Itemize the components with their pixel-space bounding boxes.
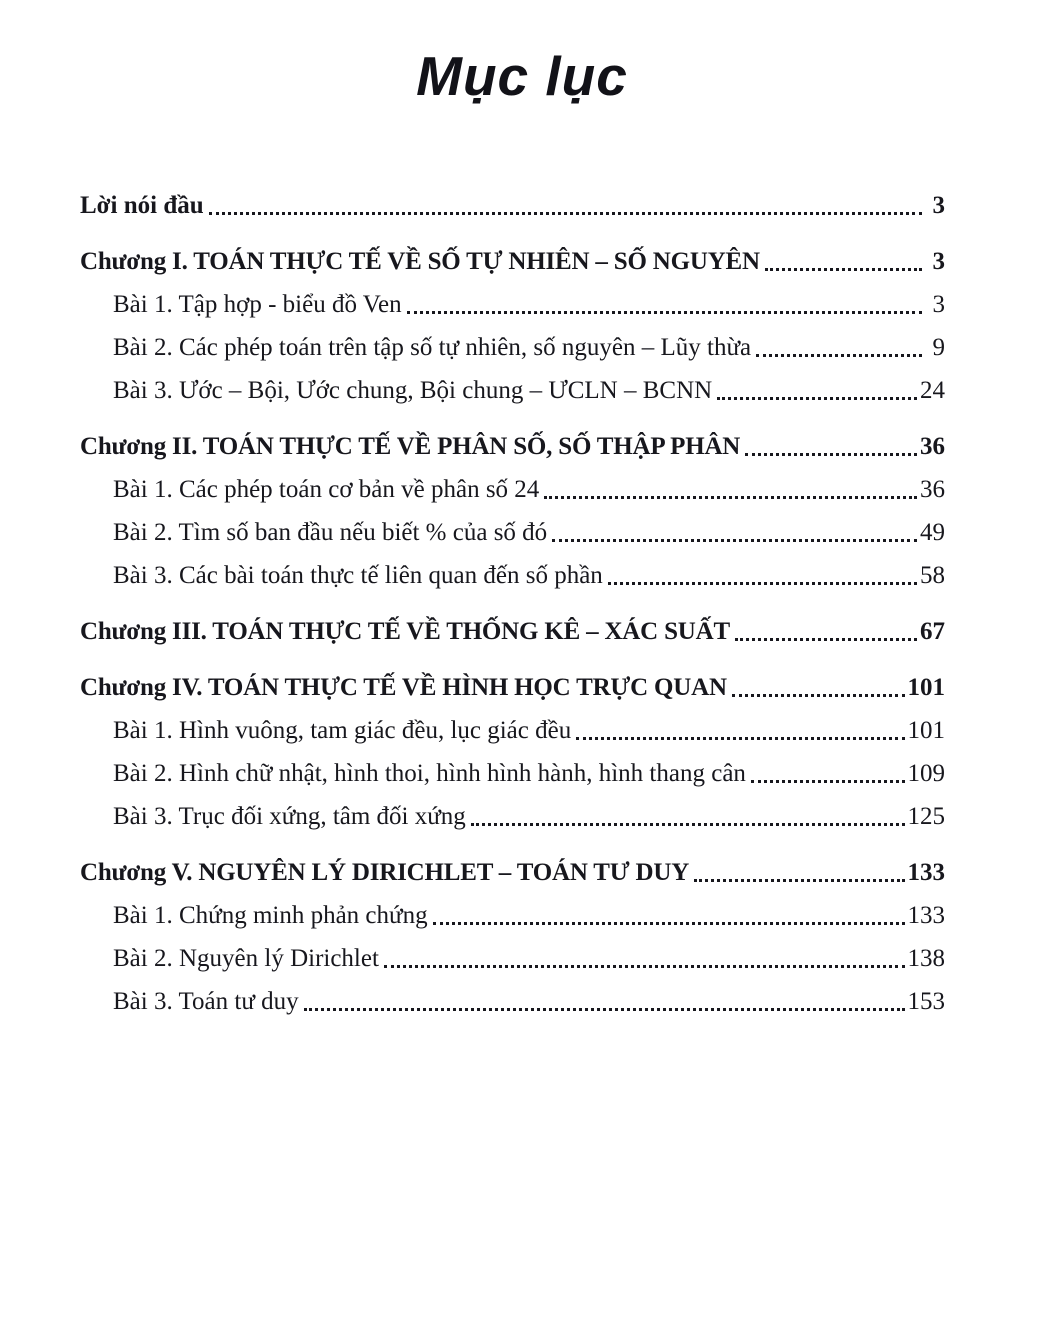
toc-entry-page: 133 — [907, 859, 945, 886]
toc-entry-page: 36 — [920, 476, 945, 503]
toc-entry-page: 67 — [920, 618, 945, 645]
dot-leader — [471, 823, 905, 826]
toc-entry-page: 3 — [932, 192, 945, 219]
toc-entry-label: Bài 1. Các phép toán cơ bản về phân số 24 — [113, 476, 540, 503]
dot-leader — [576, 737, 904, 740]
toc-entry-label: Bài 2. Các phép toán trên tập số tự nhiên, số nguyên – Lũy thừa — [113, 334, 752, 361]
toc-entry-label: Bài 2. Nguyên lý Dirichlet — [113, 945, 379, 972]
dot-leader — [732, 694, 905, 697]
toc-entry-chapter-5 — [80, 847, 945, 890]
dot-leader — [608, 582, 917, 585]
dot-leader — [544, 496, 917, 499]
table-of-contents — [0, 180, 1044, 1019]
toc-entry-label: Chương II. TOÁN THỰC TẾ VỀ PHÂN SỐ, SỐ THẬP PHÂN — [80, 433, 741, 460]
dot-leader — [751, 780, 905, 783]
toc-entry-label: Bài 3. Toán tư duy — [113, 988, 299, 1015]
toc-entry-page: 138 — [907, 945, 945, 972]
toc-entry-page: 49 — [920, 519, 945, 546]
dot-leader — [717, 397, 917, 400]
toc-entry-label: Chương IV. TOÁN THỰC TẾ VỀ HÌNH HỌC TRỰC QUAN — [80, 674, 727, 701]
toc-entry-label: Bài 1. Hình vuông, tam giác đều, lục giác đều — [113, 717, 572, 744]
dot-leader — [384, 965, 905, 968]
toc-entry-lesson — [80, 933, 945, 976]
toc-entry-lesson — [80, 748, 945, 791]
toc-entry-label: Bài 1. Tập hợp - biểu đồ Ven — [113, 291, 402, 318]
dot-leader — [756, 354, 922, 357]
dot-leader — [304, 1008, 905, 1011]
toc-entry-label: Chương I. TOÁN THỰC TẾ VỀ SỐ TỰ NHIÊN – SỐ NGUYÊN — [80, 248, 760, 275]
toc-entry-lesson — [80, 507, 945, 550]
page-title: Mục lục — [416, 45, 628, 107]
toc-entry-label: Chương III. TOÁN THỰC TẾ VỀ THỐNG KÊ – XÁC SUẤT — [80, 618, 730, 645]
toc-entry-lesson — [80, 550, 945, 593]
toc-entry-lesson — [80, 890, 945, 933]
toc-entry-label: Chương V. NGUYÊN LÝ DIRICHLET – TOÁN TƯ DUY — [80, 859, 690, 886]
toc-entry-page: 125 — [907, 803, 945, 830]
toc-entry-label: Lời nói đầu — [80, 192, 204, 219]
toc-entry-page: 3 — [932, 291, 945, 318]
toc-entry-page: 153 — [907, 988, 945, 1015]
toc-entry-page: 9 — [932, 334, 945, 361]
toc-entry-lesson — [80, 464, 945, 507]
dot-leader — [433, 922, 905, 925]
toc-entry-chapter-1 — [80, 236, 945, 279]
toc-entry-lesson — [80, 322, 945, 365]
toc-entry-chapter-2 — [80, 421, 945, 464]
toc-entry-lesson — [80, 279, 945, 322]
dot-leader — [209, 212, 922, 215]
toc-entry-label: Bài 2. Tìm số ban đầu nếu biết % của số đó — [113, 519, 548, 546]
toc-entry-preface — [80, 180, 945, 223]
toc-entry-chapter-3 — [80, 606, 945, 649]
toc-entry-page: 101 — [907, 717, 945, 744]
toc-entry-lesson — [80, 365, 945, 408]
toc-entry-lesson — [80, 976, 945, 1019]
dot-leader — [552, 539, 917, 542]
toc-entry-lesson — [80, 705, 945, 748]
toc-entry-page: 36 — [920, 433, 945, 460]
toc-entry-page: 24 — [920, 377, 945, 404]
toc-entry-page: 58 — [920, 562, 945, 589]
toc-entry-page: 133 — [907, 902, 945, 929]
dot-leader — [765, 268, 922, 271]
toc-entry-chapter-4 — [80, 662, 945, 705]
dot-leader — [407, 311, 922, 314]
toc-entry-label: Bài 3. Trục đối xứng, tâm đối xứng — [113, 803, 466, 830]
toc-entry-label: Bài 3. Ước – Bội, Ước chung, Bội chung – ƯCLN – BCNN — [113, 377, 713, 404]
dot-leader — [745, 453, 917, 456]
toc-entry-page: 101 — [907, 674, 945, 701]
toc-entry-lesson — [80, 791, 945, 834]
dot-leader — [735, 638, 917, 641]
dot-leader — [694, 879, 904, 882]
toc-entry-page: 109 — [907, 760, 945, 787]
toc-entry-label: Bài 1. Chứng minh phản chứng — [113, 902, 428, 929]
document-page — [0, 44, 1044, 1324]
toc-entry-label: Bài 2. Hình chữ nhật, hình thoi, hình hình hành, hình thang cân — [113, 760, 746, 787]
toc-entry-label: Bài 3. Các bài toán thực tế liên quan đến số phần — [113, 562, 603, 589]
toc-entry-page: 3 — [932, 248, 945, 275]
